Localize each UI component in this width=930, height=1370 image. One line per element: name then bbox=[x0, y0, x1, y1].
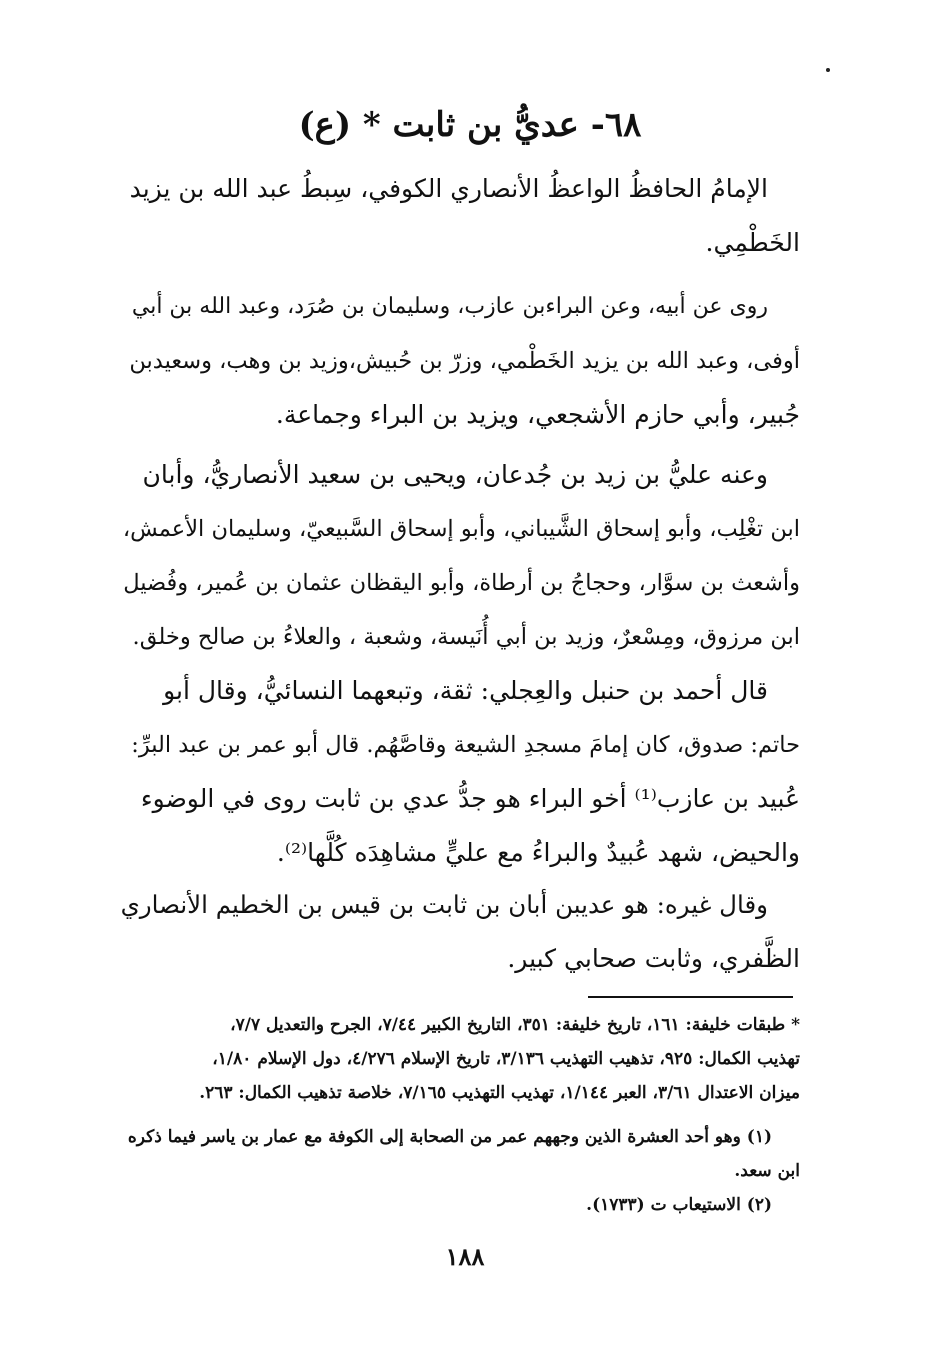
footnote-line: ابن سعد. bbox=[734, 1161, 800, 1181]
text-line: روى عن أبيه، وعن البراءبن عازب، وسليمان بن صُرَد، وعبد الله بن أبي bbox=[131, 294, 768, 319]
text-line: وقال غيره: هو عديبن أبان بن ثابت بن قيس بن الخطيم الأنصاري bbox=[120, 890, 768, 919]
footnote-2 bbox=[120, 1188, 800, 1222]
entry-title: ٦٨- عديُّ بن ثابت * (ع) bbox=[298, 105, 642, 145]
footnote-line: تهذيب الكمال: ٩٢٥، تذهيب التهذيب ٣/١٣٦، تاريخ الإسلام ٤/٢٧٦، دول الإسلام ١/٨٠، bbox=[212, 1049, 800, 1069]
paragraph-narrators-from-him bbox=[120, 448, 800, 664]
paragraph-narrated-from bbox=[120, 280, 800, 442]
text-line: الإمامُ الحافظُ الواعظُ الأنصاري الكوفي، سِبطُ عبد الله بن يزيد bbox=[129, 174, 768, 203]
paragraph-lineage bbox=[120, 878, 800, 986]
text-line: عُبيد بن عازب⁽¹⁾ أخو البراء هو جدُّ عدي بن ثابت روى في الوضوء bbox=[140, 784, 800, 813]
text-line: أوفى، وعبد الله بن يزيد الخَطْمي، وزرّ بن حُبيش،وزيد بن وهب، وسعيدبن bbox=[129, 348, 800, 374]
text-line: والحيض، شهد عُبيدٌ والبراءُ مع عليٍّ مشاهِدَه كُلَّها⁽²⁾. bbox=[276, 838, 800, 867]
text-line: وعنه عليُّ بن زيد بن جُدعان، ويحيى بن سعيد الأنصاريُّ، وأبان bbox=[142, 460, 768, 489]
text-line: الخَطْمِي. bbox=[705, 228, 800, 257]
text-line: جُبير، وأبي حازم الأشجعي، ويزيد بن البراء وجماعة. bbox=[275, 400, 800, 429]
footnote-sources bbox=[120, 1008, 800, 1110]
text-line: قال أحمد بن حنبل والعِجلي: ثقة، وتبعهما النسائيُّ، وقال أبو bbox=[163, 676, 768, 705]
footnote-line: ميزان الاعتدال ٣/٦١، العبر ١/١٤٤، تهذيب التهذيب ٧/١٦٥، خلاصة تذهيب الكمال: ٢٦٣. bbox=[199, 1083, 800, 1103]
footnote-1 bbox=[120, 1120, 800, 1188]
footnote-line: * طبقات خليفة: ١٦١، تاريخ خليفة: ٣٥١، التاريخ الكبير ٧/٤٤، الجرح والتعديل ٧/٧، bbox=[230, 1015, 800, 1035]
footnote-line: (٢) الاستيعاب ت (١٧٣٣). bbox=[586, 1195, 772, 1215]
paragraph-assessments bbox=[120, 664, 800, 880]
text-line: ابن تغْلِب، وأبو إسحاق الشَّيباني، وأبو إسحاق السَّبيعيّ، وسليمان الأعمش، bbox=[122, 516, 800, 542]
page-number: ١٨٨ bbox=[445, 1242, 485, 1271]
scan-speck bbox=[826, 68, 830, 72]
footnote-separator bbox=[588, 996, 793, 998]
paragraph-intro bbox=[120, 162, 800, 270]
text-line: الظَّفري، وثابت صحابي كبير. bbox=[507, 944, 800, 973]
text-line: وأشعث بن سوَّار، وحجاجُ بن أرطاة، وأبو اليقظان عثمان بن عُمير، وفُضيل bbox=[123, 570, 800, 596]
text-line: حاتم: صدوق، كان إمامَ مسجدِ الشيعة وقاصَّهُم. قال أبو عمر بن عبد البرِّ: bbox=[131, 732, 800, 758]
footnote-line: (١) وهو أحد العشرة الذين وجههم عمر من الصحابة إلى الكوفة مع عمار بن ياسر فيما ذكره bbox=[127, 1127, 772, 1147]
text-line: ابن مرزوق، ومِسْعرٌ، وزيد بن أبي أُنَيسة، وشعبة ، والعلاءُ بن صالح وخلق. bbox=[132, 624, 800, 650]
